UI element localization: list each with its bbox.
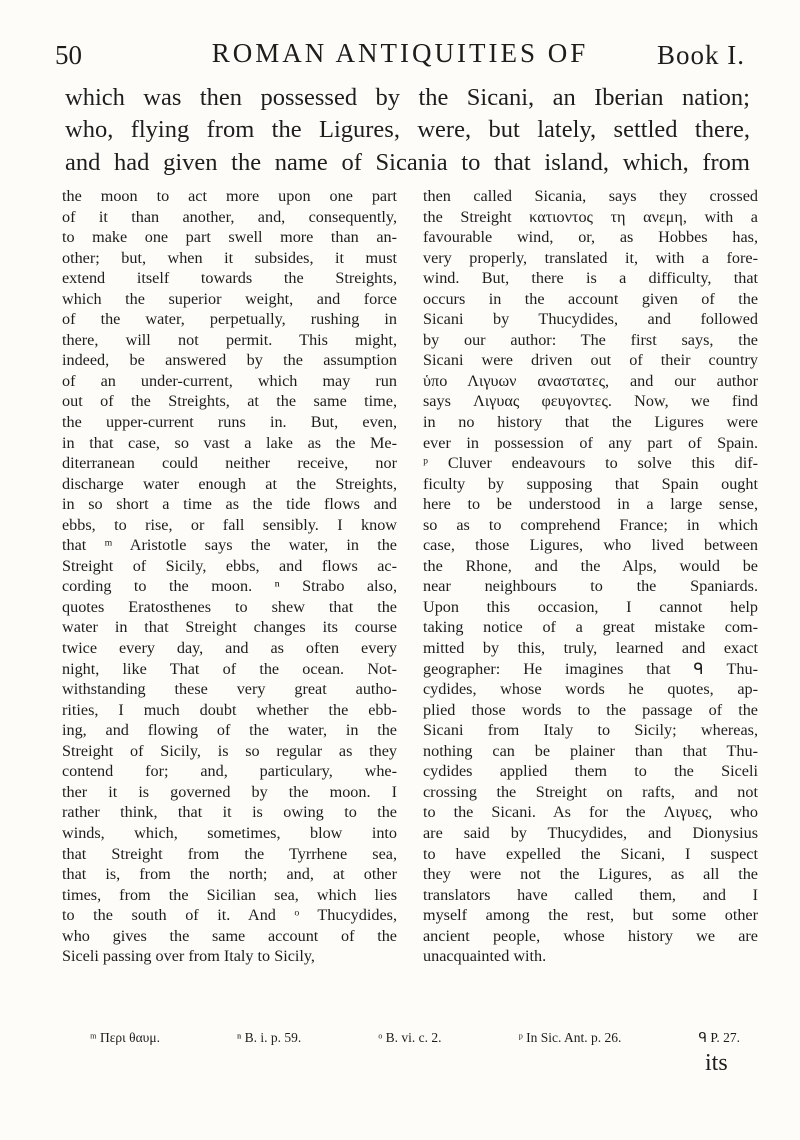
text-line: Sicani were driven out of their country (423, 351, 758, 370)
text-line: very properly, translated it, with a fore- (423, 248, 758, 267)
text-line: here to be understood in a large sense, (423, 495, 758, 514)
text-line: ὑπο Λιγυων αναστατες, and our author (423, 371, 758, 390)
text-line: that is, from the north; and, at other (62, 865, 397, 884)
lead-line: and had given the name of Sicania to that island, which, from (65, 148, 750, 176)
text-line: of it than another, and, consequently, (62, 207, 397, 226)
text-line: the Rhone, and the Alps, would be (423, 556, 758, 575)
text-line: then called Sicania, says they crossed (423, 187, 758, 205)
text-line: Sicani from Italy to Sicily; whereas, (423, 721, 758, 740)
text-line: quotes Eratosthenes to shew that the (62, 597, 397, 616)
text-line: crossing the Streight on rafts, and not (423, 782, 758, 801)
text-line: translators have called them, and I (423, 885, 758, 904)
running-header (55, 38, 745, 78)
text-line: twice every day, and as often every (62, 639, 397, 658)
text-line: in so short a time as the tide flows and (62, 495, 397, 514)
footnote-o: ᵒ B. vi. c. 2. (378, 1030, 442, 1045)
text-line: cydides, whose words he quotes, ap- (423, 680, 758, 699)
text-line: night, like That of the ocean. Not- (62, 659, 397, 678)
text-line: other; but, when it subsides, it must (62, 248, 397, 267)
text-line: are said by Thucydides, and Dionysius (423, 823, 758, 842)
text-line: wind. But, there is a difficulty, that (423, 269, 758, 288)
text-line: occurs in the account given of the (423, 289, 758, 308)
left-column (62, 186, 397, 967)
text-line: myself among the rest, but some other (423, 906, 758, 925)
text-line: Streight of Sicily, is so regular as they (62, 741, 397, 760)
text-line: of an under-current, which may run (62, 371, 397, 390)
text-line: extend itself towards the Streights, (62, 269, 397, 288)
text-line: geographer: He imagines that ᑫ Thu- (423, 659, 758, 678)
text-line: the moon to act more upon one part (62, 187, 397, 205)
text-line: to the Sicani. As for the Λιγυες, who (423, 803, 758, 822)
footnote-n: ⁿ B. i. p. 59. (237, 1030, 302, 1045)
text-line: contend for; and, particulary, whe- (62, 762, 397, 781)
lead-line: which was then possessed by the Sicani, an Iberian nation; (65, 84, 750, 111)
book-number: Book I. (657, 40, 745, 70)
text-line: ᵖ Cluver endeavours to solve this dif- (423, 454, 758, 473)
text-line: there, will not permit. This might, (62, 330, 397, 349)
text-line: that ᵐ Aristotle says the water, in the (62, 536, 397, 555)
text-line: who gives the same account of the (62, 926, 397, 945)
text-line: rities, I much doubt whether the ebb- (62, 700, 397, 719)
text-line: in that case, so vast a lake as the Me- (62, 433, 397, 452)
text-line: winds, which, sometimes, blow into (62, 823, 397, 842)
text-line: says Λιγυας φευγοντες. Now, we find (423, 392, 758, 411)
text-line: ancient people, whose history we are (423, 926, 758, 945)
text-line: diterranean could neither receive, nor (62, 454, 397, 473)
text-line: which the superior weight, and force (62, 289, 397, 308)
text-line: to the south of it. And ᵒ Thucydides, (62, 906, 397, 925)
lead-paragraph (65, 82, 750, 179)
text-line: the upper-current runs in. But, even, (62, 413, 397, 432)
text-line: Upon this occasion, I cannot help (423, 597, 758, 616)
text-line: near neighbours to the Spaniards. (423, 577, 758, 596)
text-line: taking notice of a great mistake com- (423, 618, 758, 637)
text-line: plied those words to the passage of the (423, 700, 758, 719)
text-line: ther it is governed by the moon. I (62, 782, 397, 801)
text-line: favourable wind, or, as Hobbes has, (423, 228, 758, 247)
text-line: indeed, be answered by the assumption (62, 351, 397, 370)
text-line: cydides applied them to the Siceli (423, 762, 758, 781)
lead-line: who, flying from the Ligures, were, but lately, settled there, (65, 116, 750, 144)
text-line: by our author: The first says, the (423, 330, 758, 349)
catchword: its (705, 1050, 728, 1076)
text-line: so as to comprehend France; in which (423, 515, 758, 534)
text-line: to make one part swell more than an- (62, 228, 397, 247)
text-line: they were not the Ligures, as all the (423, 865, 758, 884)
footnote-q: ᑫ P. 27. (698, 1030, 740, 1045)
text-line: withstanding these very great autho- (62, 680, 397, 699)
text-line: ebbs, to rise, or fall sensibly. I know (62, 515, 397, 534)
right-column (423, 186, 758, 967)
text-line: out of the Streights, at the same time, (62, 392, 397, 411)
text-line: to have expelled the Sicani, I suspect (423, 844, 758, 863)
text-line: the Streight κατιοντος τη ανεμη, with a (423, 207, 758, 226)
text-line: case, those Ligures, who lived between (423, 536, 758, 555)
text-line: rather think, that it is owing to the (62, 803, 397, 822)
footnote-m: ᵐ Περι θαυμ. (90, 1030, 160, 1045)
text-line: ing, and flowing of the water, in the (62, 721, 397, 740)
text-line: water in that Streight changes its course (62, 618, 397, 637)
text-line: that Streight from the Tyrrhene sea, (62, 844, 397, 863)
running-title: ROMAN ANTIQUITIES OF (211, 38, 589, 68)
text-line: mitted by this, truly, learned and exact (423, 639, 758, 658)
page-number: 50 (55, 40, 82, 70)
text-line: Streight of Sicily, ebbs, and flows ac- (62, 556, 397, 575)
text-line: times, from the Sicilian sea, which lies (62, 885, 397, 904)
text-line: nothing can be plainer than that Thu- (423, 741, 758, 760)
text-line: in no history that the Ligures were (423, 413, 758, 432)
text-line: ever in possession of any part of Spain. (423, 433, 758, 452)
text-line: unacquainted with. (423, 947, 547, 966)
text-line: cording to the moon. ⁿ Strabo also, (62, 577, 397, 596)
text-line: Siceli passing over from Italy to Sicily, (62, 947, 315, 966)
text-line: discharge water enough at the Streights, (62, 474, 397, 493)
text-line: of the water, perpetually, rushing in (62, 310, 397, 329)
text-line: Sicani by Thucydides, and followed (423, 310, 758, 329)
footnote-p: ᵖ In Sic. Ant. p. 26. (518, 1030, 622, 1045)
footnotes (90, 1030, 740, 1046)
text-line: ficulty by supposing that Spain ought (423, 474, 758, 493)
